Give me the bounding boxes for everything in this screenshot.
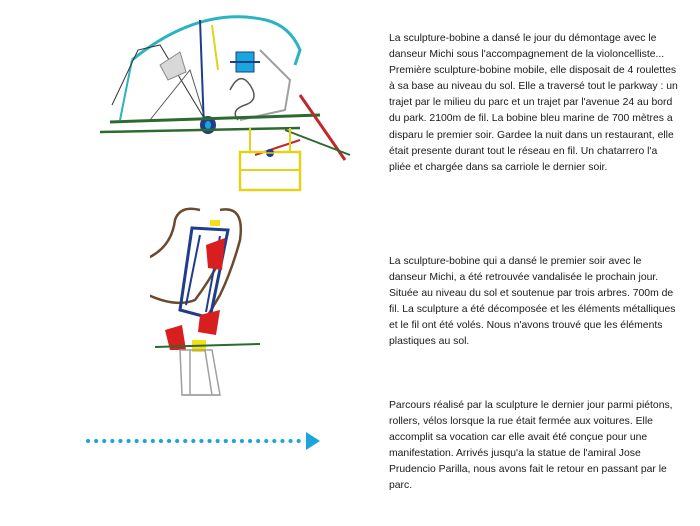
paragraph-sculpture-1: La sculpture-bobine a dansé le jour du démontage avec le danseur Michi sous l'accompagnement de la violoncelliste... Première sculpture-bobine mobile, elle disposait de 4 roulettes à sa base au niveau du sol. Elle a traversé tout le parkway : un trajet par le milieu du parc et un trajet par l'avenue 24 au bord du park. 2100m de fil. La bobine bleu marine de 700 mètres a disparu le premier soir. Gardee la nuit dans un restaurant, elle était presente durant tout le réseau en fil. Un chatarrero l'a pliée et chargée dans sa carriole le dernier soir. bbox=[389, 33, 678, 173]
paragraph-sculpture-2: La sculpture-bobine qui a dansé le premier soir avec le danseur Michi, a été retrouvée vandalisée le prochain jour. Située au niveau du sol et soutenue par trois arbres. 700m de fil. La sculpture a été décomposée et les éléments métalliques et le fil ont été volés. Nous n'avons trouvé que les éléments plastiques au sol. bbox=[389, 256, 676, 348]
dotted-arrow-icon bbox=[84, 430, 324, 452]
sculpture-1-drawing bbox=[90, 10, 360, 200]
paragraph-parcours: Parcours réalisé par la sculpture le dernier jour parmi piétons, rollers, vélos lorsque la rue était fermée aux voitures. Elle accomplit sa vocation car elle avait été conçue pour une manifestation. Arrivés jusqu'a la statue de l'amiral Jose Prudencio Parilla, nous avons fait le retour en passant par le parc. bbox=[389, 400, 673, 492]
sculpture-2-drawing bbox=[150, 200, 270, 410]
